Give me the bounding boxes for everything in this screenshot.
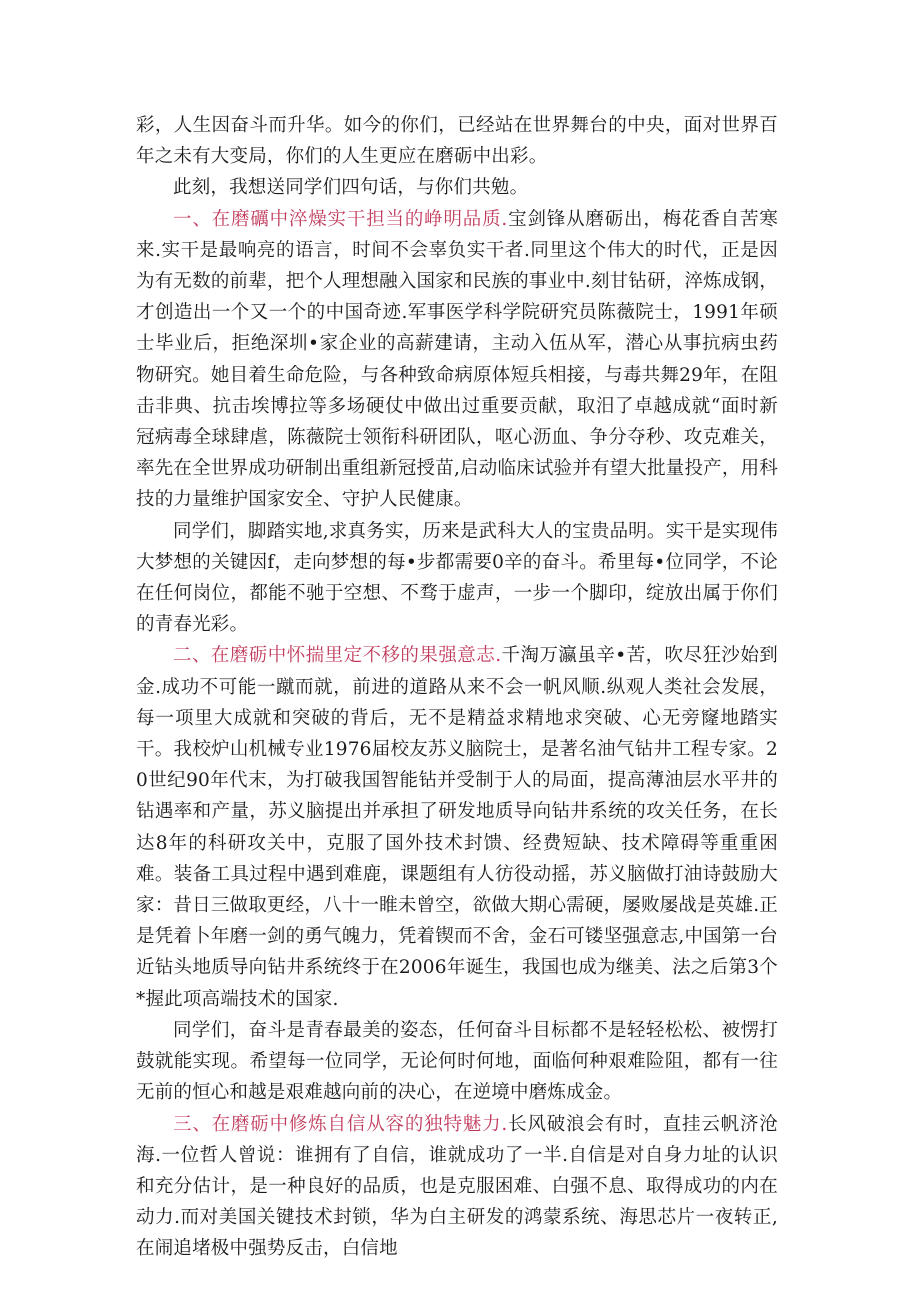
paragraph-2 (136, 172, 778, 203)
paragraph-2-text: 此刻，我想送同学们四句话，与你们共勉。 (173, 177, 529, 199)
paragraph-4 (136, 516, 778, 641)
paragraph-7 (136, 1109, 778, 1265)
paragraph-4-text: 同学们，脚踏实地,求真务实，历来是武科大人的宝贵品明。实干是实现伟大梦想的关键因f，走向梦想的每•步都需要0辛的奋斗。希里每•位同学，不论在任何岗位，都能不驰于空想、不骛于虚声，一步一个脚印，绽放出属于你们的青春光彩。 (136, 520, 778, 636)
paragraph-1 (136, 110, 778, 172)
paragraph-1-text: 彩，人生因奋斗而升华。如今的你们，已经站在世界舞台的中央，面对世界百年之未有大变局，你们的人生更应在磨砺中出彩。 (136, 115, 778, 168)
paragraph-3-text: 宝剑锋从磨砺出，梅花香自苦寒来.实干是最响亮的语言，时间不会辜负实干者.同里这个伟大的时代，正是因为有无数的前辈，把个人理想融入国家和民族的事业中.刻甘钻研，淬炼成钢，才创造出一个又一个的中国奇迹.军事医学科学院研究员陈薇院士，1991年硕士毕业后，拒绝深圳•家企业的高薪建请，主动入伍从军，潜心从事抗病虫药物研究。她目着生命危险，与各种致命病原体短兵相接，与毒共舞29年，在阻击非典、抗击埃博拉等多场硬仗中做出过重要贡献，取汨了卓越成就“面时新冠病毒全球肆虐，陈薇院士领衔科研团队，呕心沥血、争分夺秒、攻克难关，率先在全世界成功研制出重组新冠授苗,启动临床试验并有望大批量投产，用科技的力量维护国家安全、守护人民健康。 (136, 208, 778, 511)
section-heading-1: 一、在磨礪中淬燥实干担当的峥明品质. (173, 208, 508, 230)
section-heading-3: 三、在磨砺中修炼自信从容的独特魅力. (173, 1113, 508, 1135)
paragraph-6 (136, 1015, 778, 1109)
paragraph-5 (136, 640, 778, 1014)
paragraph-3 (136, 204, 778, 516)
paragraph-6-text: 同学们，奋斗是青春最美的姿态，任何奋斗目标都不是轻轻松松、被愣打鼓就能实现。希望每一位同学，无论何时何地，面临何种艰难险阻，都有一往无前的恒心和越是艰难越向前的决心，在逆境中磨炼成金。 (136, 1019, 778, 1104)
paragraph-5-text: 千淘万瀛虽辛•苦，吹尽狂沙始到金.成功不可能一蹴而就，前进的道路从来不会一帆风顺.纵观人类社会发展，每一项里大成就和突破的背后，无不是精益求精地求突破、心无旁窿地踏实干。我校炉山机械专业1976届校友苏义脑院士，是著名油气钻井工程专家。20世纪90年代末，为打破我国智能钻并受制于人的局面，提高薄油层水平井的钻遇率和产量，苏义脑提出并承担了研发地质导向钻井系统的攻关任务，在长达8年的科研攻关中，克服了国外技术封馈、经费短缺、技术障碍等重重困难。装备工具过程中遇到难鹿，课题组有人彷役动摇，苏义脑做打油诗鼓励大家：昔日三做取更经，八十一睢未曾空，欲做大期心需硬，屡败屡战是英雄.正是凭着卜年磨一剑的勇气魄力，凭着锲而不舍，金石可镂坚强意志,中国第一台近钻头地质导向钻井系统终于在2006年诞生，我国也成为继美、法之后第3个*握此项高端技术的国家. (136, 645, 779, 1010)
document-page (136, 110, 778, 1265)
section-heading-2: 二、在磨砺中怀揣里定不移的果强意志. (173, 645, 502, 667)
paragraph-7-text: 长风破浪会有时，直挂云帆济沧海.一位哲人曾说：谁拥有了自信，谁就成功了一半.自信是对自身力址的认识和充分估计，是一种良好的品质，也是克服困难、白强不息、取得成功的内在动力.而对美国关键技术封锁，华为白主研发的鸿蒙系统、海思芯片一夜转正,在闹追堵极中强势反击，白信地 (136, 1113, 778, 1260)
